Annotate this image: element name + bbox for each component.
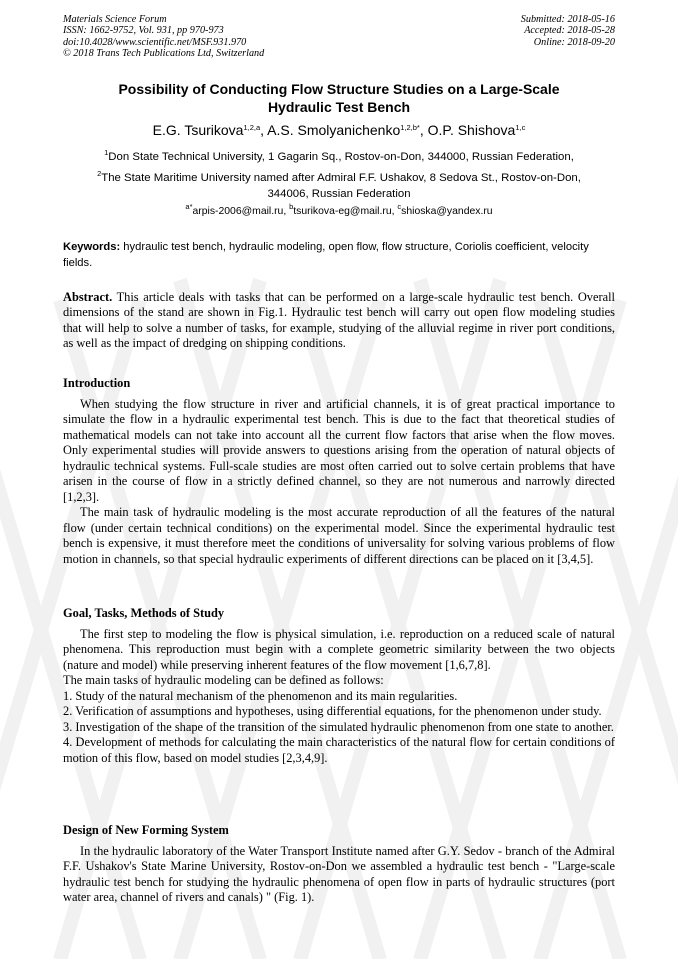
online-date: Online: 2018-09-20 xyxy=(533,36,615,48)
abstract-text: This article deals with tasks that can be performed on a large-scale hydraulic test bench. Overall dimensions of the stand are shown in Fig.1. Hydraulic test bench will carry out open flow modeling studies that will help to solve a number of tasks, for example, studying of the alluvial regime in river port conditions, as well as the impact of dredging on shipping conditions. xyxy=(63,290,615,351)
paragraph: The main tasks of hydraulic modeling can be defined as follows: xyxy=(63,673,384,688)
submitted-date: Submitted: 2018-05-16 xyxy=(520,14,615,25)
author-list: E.G. Tsurikova$^{1,2,a}$, A.S. Smolyanichenko$^{1,2,b*}$, O.P. Shishova$^{1,c}$ xyxy=(152,122,526,138)
keywords xyxy=(63,239,615,271)
email-link[interactable]: arpis-2006@mail.ru, xyxy=(192,206,290,217)
paragraph: In the hydraulic laboratory of the Water Transport Institute named after G.Y. Sedov - branch of the Admiral F.F. Ushakov's State Marine University, Rostov-on-Don we assembled a hydraulic test bench - "Large-scale hydraulic test bench for studying the hydraulic phenomena of open flow in parts of hydraulic structures (port water area, channel of rivers and canals) " (Fig. 1). xyxy=(63,844,615,905)
introduction-body xyxy=(63,397,615,567)
author-emails: $^{a*}$arpis-2006@mail.ru, $^b$tsurikova-eg@mail.ru, $^c$shioska@yandex.ru xyxy=(185,202,493,217)
author-name: E.G. Tsurikova xyxy=(152,122,244,138)
list-item: 4. Development of methods for calculating the main characteristics of the natural flow for certain conditions of motion of this flow, based on model studies [2,3,4,9]. xyxy=(63,735,615,765)
section-heading-goal: Goal, Tasks, Methods of Study xyxy=(63,606,225,620)
email-link[interactable]: tsurikova-eg@mail.ru, xyxy=(293,206,398,217)
paragraph: When studying the flow structure in river and artificial channels, it is of great practical importance to simulate the flow in a hydraulic experimental test bench. This is due to the fact that theoretical studies of mathematical models can not take into account all the current flow factors that arise when the flow moves. Only experimental studies will provide answers to questions arising from the operation of natural objects of hydraulic technical systems. Full-scale studies are most often carried out to solve certain problems that have arisen in the course of flow in a strictly defined channel, so they are not numerous and narrowly directed [1,2,3]. xyxy=(63,397,615,504)
keywords-label: Keywords: xyxy=(63,241,121,253)
section-heading-introduction: Introduction xyxy=(63,376,131,390)
issn-line: ISSN: 1662-9752, Vol. 931, pp 970-973 xyxy=(63,25,224,37)
accepted-date: Accepted: 2018-05-28 xyxy=(524,25,615,37)
goal-body xyxy=(63,627,615,766)
keywords-text: hydraulic test bench, hydraulic modeling, open flow, flow structure, Coriolis coefficient, velocity fields. xyxy=(63,241,589,269)
abstract xyxy=(63,290,615,352)
email-link[interactable]: shioska@yandex.ru xyxy=(401,206,493,217)
author-affiliation-mark: 1,2,b* xyxy=(400,123,420,132)
dates-info xyxy=(521,14,615,48)
journal-name: Materials Science Forum xyxy=(63,14,167,25)
copyright-line: © 2018 Trans Tech Publications Ltd, Switzerland xyxy=(63,48,265,60)
journal-info xyxy=(63,14,264,60)
affiliation-2: $^2$The State Maritime University named after Admiral F.F. Ushakov, 8 Sedova St., Rostov-on-Don, 344006, Russian Federation xyxy=(97,169,581,200)
author-affiliation-mark: 1,2,a xyxy=(243,123,261,132)
list-item: 1. Study of the natural mechanism of the phenomenon and its main regularities. xyxy=(63,688,458,703)
section-heading-design: Design of New Forming System xyxy=(63,823,229,837)
design-body xyxy=(63,844,615,906)
paragraph: The main task of hydraulic modeling is the most accurate reproduction of all the features of the natural flow (under certain technical conditions) on the experimental model. Since the experimental hydraulic test bench is expensive, it must therefore meet the conditions of universality for solving various problems of flow motion in channels, so that special hydraulic experiments of different directions can be placed on it [3,4,5]. xyxy=(63,505,615,566)
list-item: 3. Investigation of the shape of the transition of the simulated hydraulic phenomenon from one state to another. xyxy=(63,719,614,734)
paragraph: The first step to modeling the flow is physical simulation, i.e. reproduction on a reduced scale of natural phenomena. This reproduction must begin with a complete geometric similarity between the two objects (nature and model) while preserving inherent features of the flow movement [1,6,7,8]. xyxy=(63,627,615,672)
affiliation-1: $^1$Don State Technical University, 1 Gagarin Sq., Rostov-on-Don, 344000, Russian Federation, xyxy=(104,148,574,163)
author-name: A.S. Smolyanichenko xyxy=(267,122,401,138)
author-name: O.P. Shishova xyxy=(427,122,516,138)
paper-title: Possibility of Conducting Flow Structure Studies on a Large-Scale Hydraulic Test Bench xyxy=(118,81,560,115)
list-item: 2. Verification of assumptions and hypotheses, using differential equations, for the phenomenon under study. xyxy=(63,704,602,719)
doi-line: doi:10.4028/www.scientific.net/MSF.931.970 xyxy=(63,36,247,48)
abstract-label: Abstract. xyxy=(63,290,113,304)
author-affiliation-mark: 1,c xyxy=(515,123,526,132)
